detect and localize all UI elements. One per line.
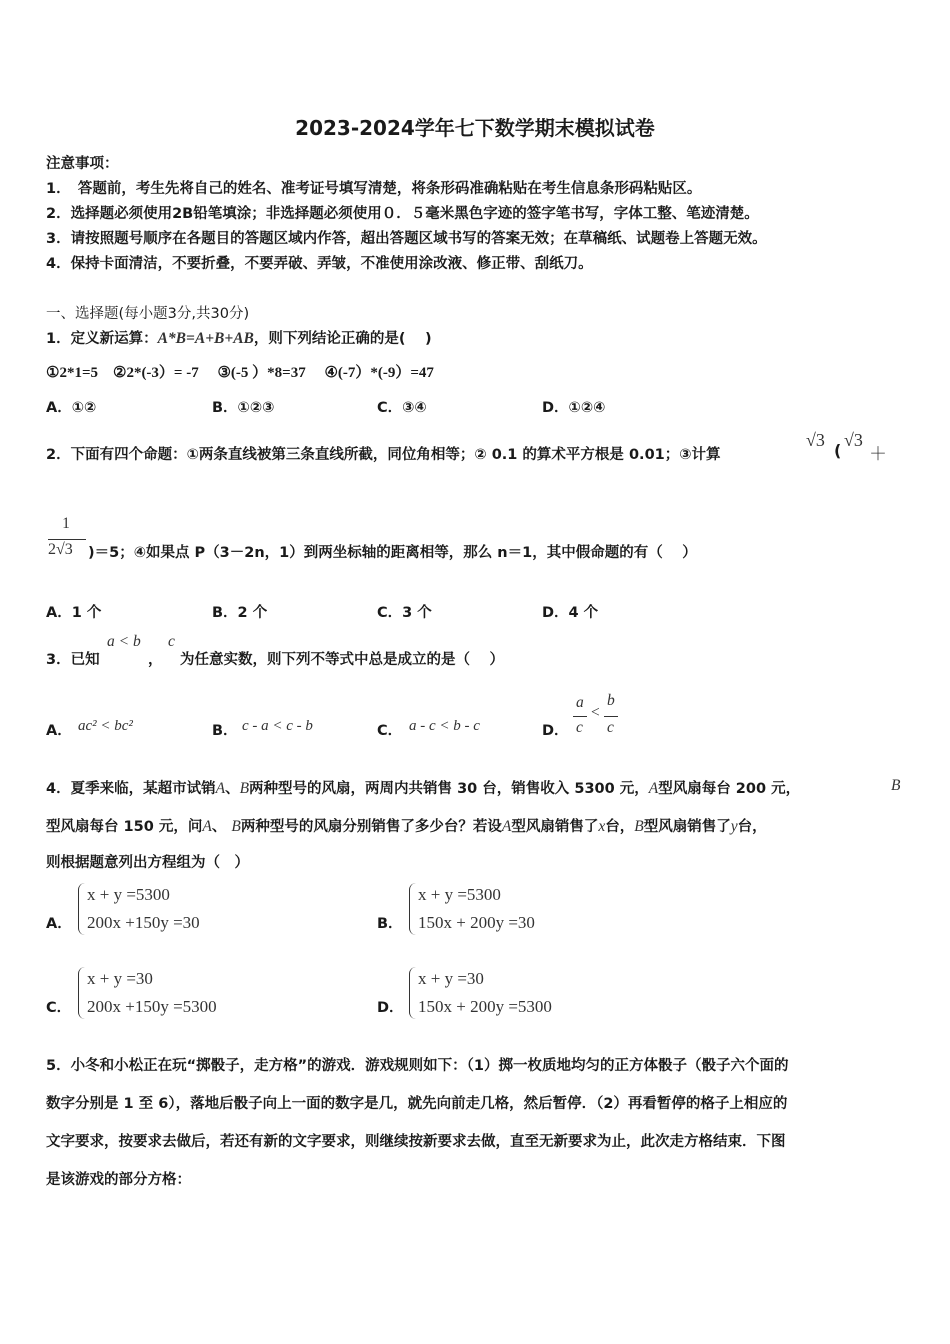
q2-sqrt3-a: √3 bbox=[806, 430, 825, 450]
q4-option-c-label[interactable]: C． bbox=[46, 1000, 72, 1016]
system-row-1: x + y =5300 bbox=[418, 885, 501, 904]
q3-option-b-expr[interactable]: c - a < c - b bbox=[242, 718, 313, 734]
q3-stem-pre: 3．已知 bbox=[46, 652, 100, 668]
question-2-stem-b: )＝5；④如果点 P（3－2n，1）到两坐标轴的距离相等，那么 n＝1，其中假命题的有（ ） bbox=[88, 545, 697, 561]
q4-a-4: A bbox=[501, 818, 512, 835]
q4-b-1: B bbox=[239, 780, 250, 797]
q4-a-2: A bbox=[648, 780, 659, 797]
q3-option-d-den2: c bbox=[607, 719, 614, 736]
q4-line1-c: 型风扇每台 200 元， bbox=[658, 781, 801, 797]
q2-paren-open: ( bbox=[834, 441, 842, 460]
q4-b-4: B bbox=[634, 818, 644, 835]
q4-option-b-label[interactable]: B． bbox=[377, 916, 403, 932]
question-1-stem bbox=[46, 327, 432, 348]
q4-a-1: A bbox=[215, 780, 226, 797]
q4-b-2: B bbox=[891, 777, 901, 794]
q4-line2-b: 两种型号的风扇分别销售了多少台？若设 bbox=[240, 819, 502, 835]
q1-stem-pre: 1．定义新运算： bbox=[46, 331, 158, 347]
brace bbox=[78, 967, 85, 1019]
q3-option-d-den1: c bbox=[576, 719, 583, 736]
q4-line2-d: 台， bbox=[605, 819, 635, 835]
q1-option-d[interactable]: D．①②④ bbox=[542, 400, 606, 416]
q1-stem-post: ，则下列结论正确的是( ) bbox=[253, 331, 432, 347]
q2-fraction bbox=[46, 515, 86, 533]
notice-heading: 注意事项： bbox=[46, 156, 119, 172]
notice-item-3: 3．请按照题号顺序在各题目的答题区域内作答，超出答题区域书写的答案无效；在草稿纸、试题卷上答题无效。 bbox=[46, 231, 767, 247]
q3-option-c-label[interactable]: C． bbox=[377, 723, 403, 739]
system-row-2: 200x +150y =5300 bbox=[87, 997, 217, 1016]
q2-sqrt3-b: √3 bbox=[844, 430, 863, 450]
question-5-line-2: 数字分别是 1 至 6），落地后骰子向上一面的数字是几，就先向前走几格，然后暂停．（2）再看暂停的格子上相应的 bbox=[46, 1096, 788, 1112]
q3-option-d-num2: b bbox=[607, 692, 615, 709]
q4-line1-b: 两种型号的风扇，两周内共销售 30 台，销售收入 5300 元， bbox=[249, 781, 649, 797]
q2-frac-den: 2√3 bbox=[48, 541, 73, 558]
question-4-line-1 bbox=[46, 777, 800, 798]
q4-option-c-system[interactable] bbox=[78, 965, 278, 1023]
q4-sep-1: 、 bbox=[225, 781, 240, 797]
q4-line2-e: 型风扇销售了 bbox=[643, 819, 731, 835]
q3-option-d-line2 bbox=[604, 716, 618, 717]
system-row-2: 200x +150y =30 bbox=[87, 913, 200, 932]
q2-option-a[interactable]: A．1 个 bbox=[46, 605, 102, 621]
system-row-1: x + y =30 bbox=[87, 969, 153, 988]
system-row-1: x + y =5300 bbox=[87, 885, 170, 904]
q3-stem-post: 为任意实数，则下列不等式中总是成立的是（ ） bbox=[180, 652, 505, 668]
q3-option-d-op: < bbox=[591, 704, 600, 721]
notice-item-2: 2．选择题必须使用2B铅笔填涂；非选择题必须使用０．５毫米黑色字迹的签字笔书写，字体工整、笔迹清楚。 bbox=[46, 206, 759, 222]
q3-option-a-expr[interactable]: ac² < bc² bbox=[78, 718, 133, 734]
brace bbox=[409, 883, 416, 935]
q4-option-d-label[interactable]: D． bbox=[377, 1000, 404, 1016]
q3-condition-1: a < b bbox=[107, 633, 141, 650]
q4-line2-f: 台， bbox=[737, 819, 767, 835]
q1-option-c[interactable]: C．③④ bbox=[377, 400, 427, 416]
system-row-2: 150x + 200y =5300 bbox=[418, 997, 552, 1016]
question-5-line-4: 是该游戏的部分方格： bbox=[46, 1172, 191, 1188]
q4-option-a-label[interactable]: A． bbox=[46, 916, 72, 932]
notice-item-1: 1． 答题前，考生先将自己的姓名、准考证号填写清楚，将条形码准确粘贴在考生信息条形码粘贴区。 bbox=[46, 181, 702, 197]
question-5-line-1: 5．小冬和小松正在玩“掷骰子，走方格”的游戏．游戏规则如下：（1）掷一枚质地均匀的正方体骰子（骰子六个面的 bbox=[46, 1058, 789, 1074]
q2-option-d[interactable]: D．4 个 bbox=[542, 605, 599, 621]
q2-frac-num: 1 bbox=[62, 515, 70, 532]
q2-option-c[interactable]: C．3 个 bbox=[377, 605, 432, 621]
q2-plus: ＋ bbox=[869, 444, 887, 464]
section-heading: 一、选择题(每小题3分,共30分) bbox=[46, 306, 250, 322]
q4-y: y bbox=[730, 818, 738, 835]
q4-x: x bbox=[598, 818, 606, 835]
system-row-1: x + y =30 bbox=[418, 969, 484, 988]
q3-option-d-label[interactable]: D． bbox=[542, 723, 569, 739]
question-2-stem-a: 2．下面有四个命题：①两条直线被第三条直线所截，同位角相等；② 0.1 的算术平方根是 0.01；③计算 bbox=[46, 447, 721, 463]
q3-option-c-expr[interactable]: a - c < b - c bbox=[409, 718, 480, 734]
page-title: 2023-2024学年七下数学期末模拟试卷 bbox=[295, 116, 655, 140]
q4-option-d-system[interactable] bbox=[409, 965, 609, 1023]
q4-line2-a: 型风扇每台 150 元，问 bbox=[46, 819, 203, 835]
q3-condition-2: c bbox=[168, 633, 175, 650]
q4-b-3: B bbox=[231, 818, 241, 835]
q1-definition: A*B=A+B+AB bbox=[157, 330, 254, 347]
q4-option-a-system[interactable] bbox=[78, 881, 278, 939]
q4-a-3: A bbox=[202, 818, 212, 835]
brace bbox=[409, 967, 416, 1019]
q2-frac-line bbox=[48, 539, 86, 540]
q3-option-a-label[interactable]: A． bbox=[46, 723, 72, 739]
q2-option-b[interactable]: B．2 个 bbox=[212, 605, 268, 621]
question-5-line-3: 文字要求，按要求去做后，若还有新的文字要求，则继续按新要求去做，直至无新要求为止，此次走方格结束．下图 bbox=[46, 1134, 786, 1150]
q1-statements: ①2*1=5 ②2*(-3）= -7 ③(-5 ）*8=37 ④(-7）*(-9）=47 bbox=[46, 365, 434, 381]
q3-option-d-num1: a bbox=[576, 694, 584, 711]
q4-line1-a: 4．夏季来临，某超市试销 bbox=[46, 781, 216, 797]
q4-sep-2: 、 bbox=[211, 819, 227, 835]
q1-option-b[interactable]: B．①②③ bbox=[212, 400, 275, 416]
q3-option-d-line1 bbox=[573, 716, 587, 717]
system-row-2: 150x + 200y =30 bbox=[418, 913, 535, 932]
notice-item-4: 4．保持卡面清洁，不要折叠，不要弄破、弄皱，不准使用涂改液、修正带、刮纸刀。 bbox=[46, 256, 593, 272]
brace bbox=[78, 883, 85, 935]
q4-option-b-system[interactable] bbox=[409, 881, 609, 939]
q3-comma: ， bbox=[148, 652, 163, 668]
q4-line2-c: 型风扇销售了 bbox=[511, 819, 599, 835]
question-4-line-2 bbox=[46, 815, 767, 836]
q1-option-a[interactable]: A．①② bbox=[46, 400, 97, 416]
q3-option-b-label[interactable]: B． bbox=[212, 723, 238, 739]
question-4-line-3: 则根据题意列出方程组为（ ） bbox=[46, 855, 249, 871]
